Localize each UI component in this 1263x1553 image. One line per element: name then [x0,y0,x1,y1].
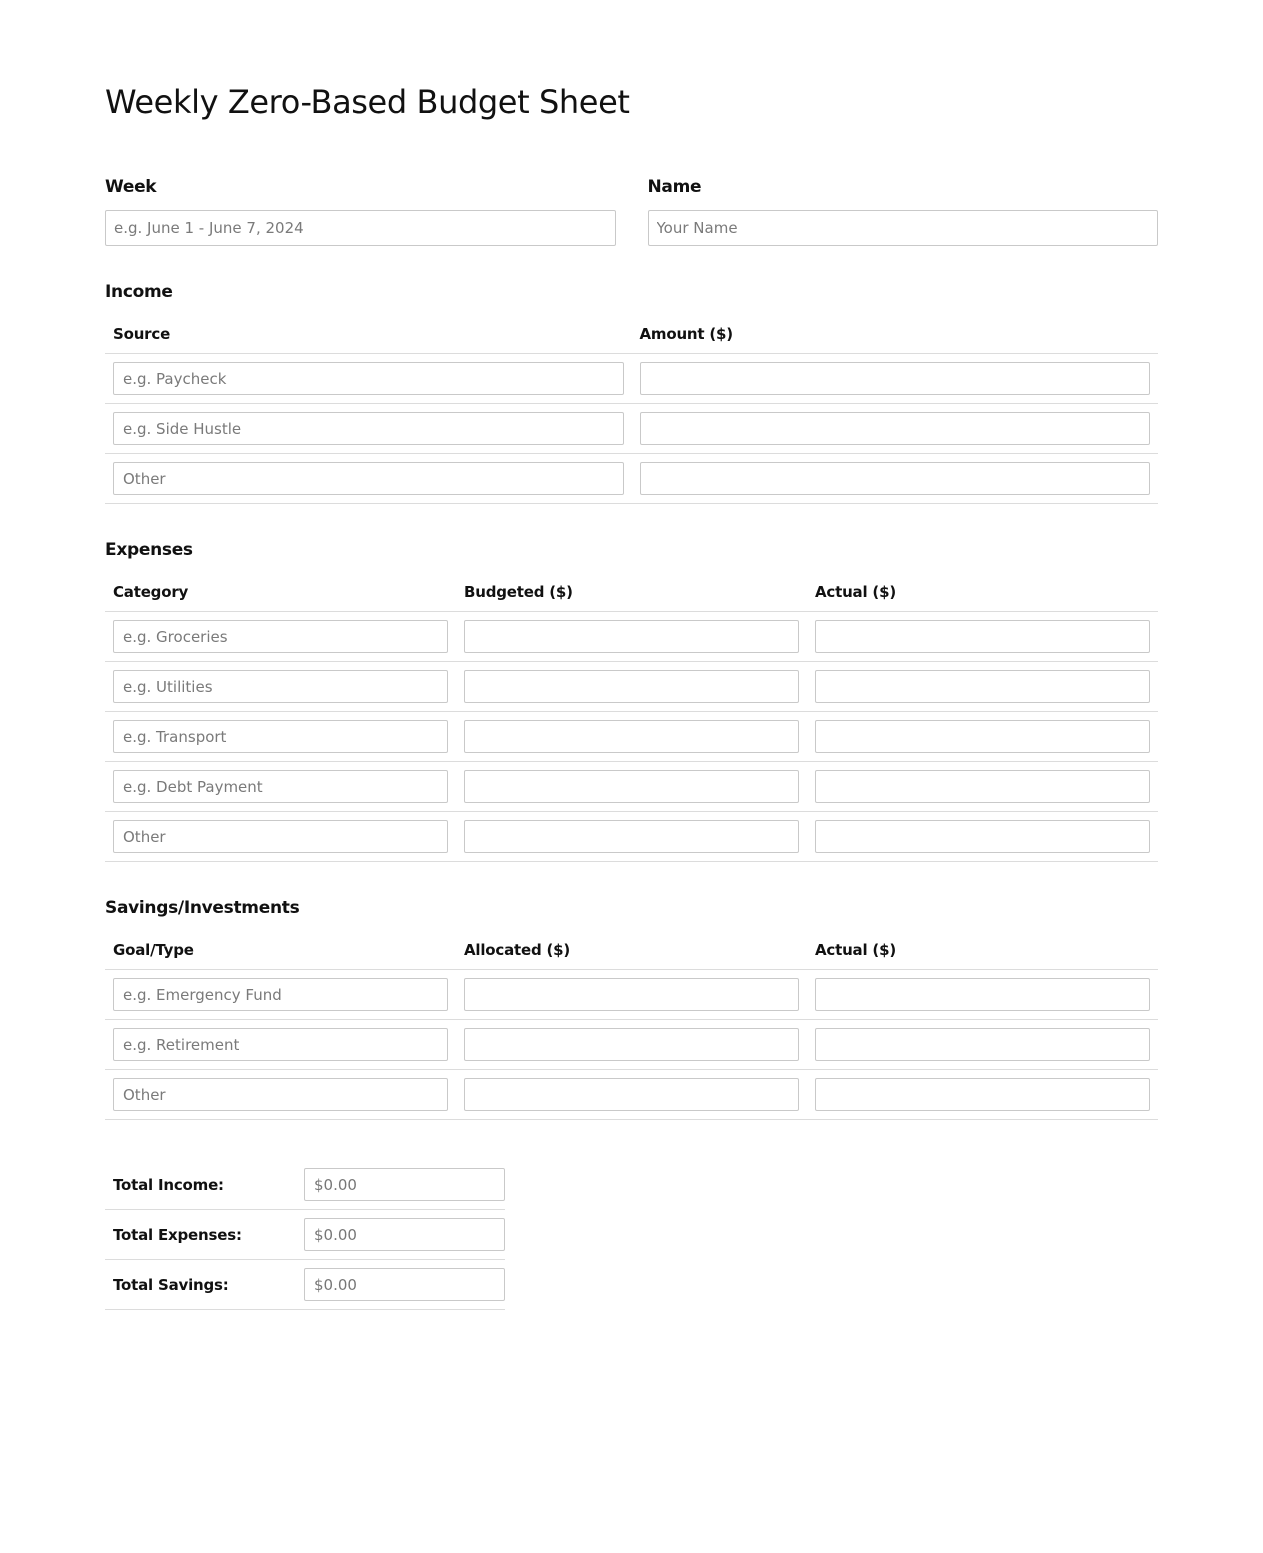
income-source-input[interactable] [113,462,624,495]
income-header-row [105,313,1158,354]
table-cell [807,970,1158,1020]
table-cell [456,762,807,812]
total-expenses-row [105,1210,505,1260]
expense-budgeted-input[interactable] [464,670,799,703]
table-row [105,970,1158,1020]
table-row [105,1070,1158,1120]
name-field-group [648,176,1159,246]
table-row [105,712,1158,762]
savings-title: Savings/Investments [105,898,300,918]
total-savings-field[interactable] [304,1268,505,1301]
table-row [105,612,1158,662]
expenses-header-row [105,571,1158,612]
income-title: Income [105,282,173,302]
table-cell [456,1070,807,1120]
table-cell [105,712,456,762]
savings-goal-input[interactable] [113,1028,448,1061]
expense-category-input[interactable] [113,620,448,653]
savings-header-row [105,929,1158,970]
income-amount-input[interactable] [640,412,1151,445]
table-row [105,354,1158,404]
expense-budgeted-input[interactable] [464,620,799,653]
expenses-title: Expenses [105,540,193,560]
table-cell [807,762,1158,812]
column-header-actual: Actual ($) [807,929,1158,970]
total-expenses-field[interactable] [304,1218,505,1251]
expense-budgeted-input[interactable] [464,720,799,753]
name-label: Name [647,177,702,197]
meta-fields [105,176,1158,246]
table-cell [296,1160,505,1210]
expense-category-input[interactable] [113,670,448,703]
column-header-source: Source [105,313,632,354]
table-cell [632,454,1159,504]
expenses-table [105,571,1158,862]
page-title: Weekly Zero-Based Budget Sheet [105,83,630,121]
savings-section [105,897,1158,1120]
name-input[interactable] [648,210,1159,246]
income-table [105,313,1158,504]
income-section [105,281,1158,504]
total-income-field[interactable] [304,1168,505,1201]
column-header-budgeted: Budgeted ($) [456,571,807,612]
total-income-label: Total Income: [105,1160,296,1210]
column-header-allocated: Allocated ($) [456,929,807,970]
table-cell [105,612,456,662]
table-row [105,1020,1158,1070]
income-amount-input[interactable] [640,462,1151,495]
table-cell [456,662,807,712]
table-cell [105,404,632,454]
total-savings-label: Total Savings: [105,1260,296,1310]
table-cell [105,1020,456,1070]
expense-category-input[interactable] [113,770,448,803]
table-cell [807,712,1158,762]
table-cell [105,454,632,504]
table-cell [807,1070,1158,1120]
table-cell [632,404,1159,454]
table-cell [296,1210,505,1260]
table-cell [456,1020,807,1070]
expenses-section [105,539,1158,862]
week-label: Week [105,177,157,197]
table-cell [105,762,456,812]
week-input[interactable] [105,210,616,246]
total-income-row [105,1160,505,1210]
table-cell [456,612,807,662]
column-header-goal-type: Goal/Type [105,929,456,970]
expense-actual-input[interactable] [815,770,1150,803]
table-cell [456,712,807,762]
totals-table [105,1160,505,1310]
expense-actual-input[interactable] [815,620,1150,653]
budget-sheet [105,0,1158,1310]
savings-actual-input[interactable] [815,1078,1150,1111]
table-row [105,662,1158,712]
table-cell [105,662,456,712]
column-header-amount: Amount ($) [632,313,1159,354]
income-amount-input[interactable] [640,362,1151,395]
savings-goal-input[interactable] [113,1078,448,1111]
table-row [105,454,1158,504]
expense-budgeted-input[interactable] [464,820,799,853]
table-cell [807,612,1158,662]
savings-actual-input[interactable] [815,1028,1150,1061]
column-header-category: Category [105,571,456,612]
table-cell [807,1020,1158,1070]
table-row [105,404,1158,454]
expense-actual-input[interactable] [815,820,1150,853]
expense-actual-input[interactable] [815,670,1150,703]
savings-allocated-input[interactable] [464,978,799,1011]
income-source-input[interactable] [113,362,624,395]
table-cell [105,970,456,1020]
week-field-group [105,176,616,246]
column-header-actual: Actual ($) [807,571,1158,612]
savings-goal-input[interactable] [113,978,448,1011]
table-cell [632,354,1159,404]
table-cell [807,662,1158,712]
table-row [105,762,1158,812]
table-cell [296,1260,505,1310]
table-cell [456,812,807,862]
savings-table [105,929,1158,1120]
savings-actual-input[interactable] [815,978,1150,1011]
savings-allocated-input[interactable] [464,1078,799,1111]
income-source-input[interactable] [113,412,624,445]
table-cell [456,970,807,1020]
total-expenses-label: Total Expenses: [105,1210,296,1260]
expense-category-input[interactable] [113,820,448,853]
total-savings-row [105,1260,505,1310]
table-cell [807,812,1158,862]
expense-category-input[interactable] [113,720,448,753]
table-cell [105,1070,456,1120]
expense-actual-input[interactable] [815,720,1150,753]
table-cell [105,812,456,862]
expense-budgeted-input[interactable] [464,770,799,803]
table-cell [105,354,632,404]
table-row [105,812,1158,862]
savings-allocated-input[interactable] [464,1028,799,1061]
